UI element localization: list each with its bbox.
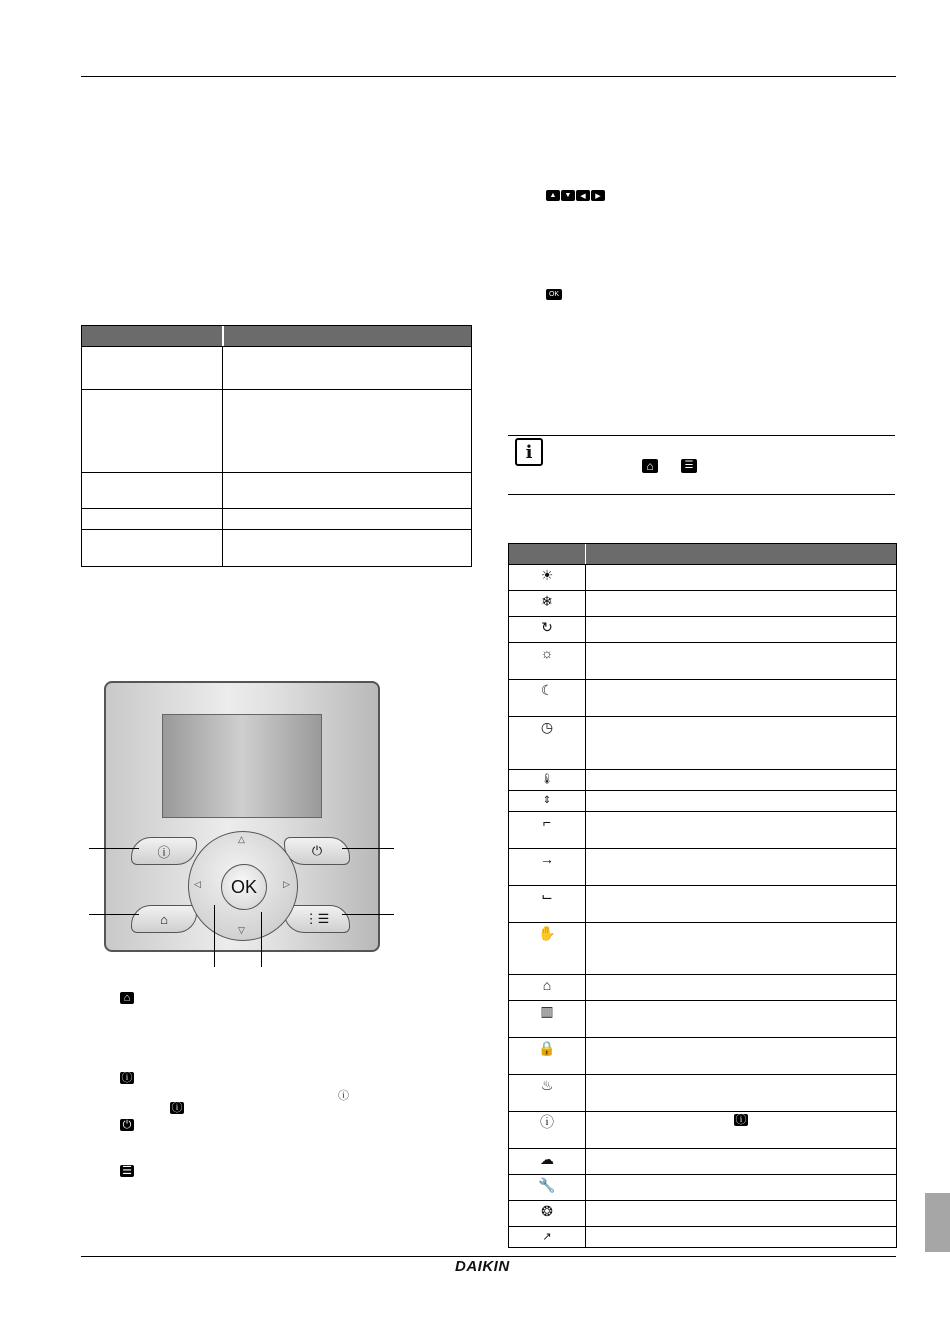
clock-icon: ◷ [509, 717, 586, 769]
flame-icon: ♨ [509, 1075, 586, 1111]
callout-line [89, 914, 139, 915]
table-row [509, 590, 896, 616]
boost-icon: ↗ [509, 1227, 586, 1247]
table-row [509, 790, 896, 811]
callout-line [342, 848, 394, 849]
info-key-icon: ⓘ [735, 1114, 747, 1126]
table-row [509, 769, 896, 790]
hand-icon: ✋ [509, 923, 586, 974]
table-row [509, 1111, 896, 1148]
icon-table-header [509, 544, 896, 564]
menu-button[interactable]: ⋮☰ [284, 905, 350, 933]
navigation-dial[interactable] [188, 831, 298, 941]
table-row [509, 1074, 896, 1111]
top-rule [81, 76, 896, 77]
defrost-icon: ❂ [509, 1201, 586, 1226]
radiator-icon: ▥ [509, 1001, 586, 1037]
menu-icon: ☰ [681, 459, 697, 473]
table-row [509, 885, 896, 922]
table-row [82, 508, 471, 529]
left-arrow-icon[interactable]: ◁ [194, 879, 201, 889]
house-absence-icon: ⌂ [509, 975, 586, 1000]
table-row [509, 1148, 896, 1174]
auto-cycle-icon: ↻ [509, 617, 586, 642]
table-row [509, 679, 896, 716]
weather-icon: ☁ [509, 1149, 586, 1174]
table-row [82, 346, 471, 389]
table-row [509, 1226, 896, 1247]
bottom-rule [81, 1256, 896, 1257]
table-row [509, 922, 896, 974]
up-arrow-icon[interactable]: △ [238, 834, 245, 844]
sun-cooling-icon: ☀ [509, 565, 586, 590]
left-table-header [82, 326, 471, 346]
table-row [509, 848, 896, 885]
on-off-button[interactable]: ⏻ [284, 837, 350, 865]
home-legend-icon: ⌂ [120, 992, 134, 1004]
snowflake-icon: ❄ [509, 591, 586, 616]
left-table [81, 325, 472, 567]
up-down-icon: ⇕ [509, 791, 586, 811]
ok-button[interactable]: OK [221, 864, 267, 910]
callout-line [89, 848, 139, 849]
callout-line [214, 905, 215, 967]
menu-legend-icon: ☰ [120, 1165, 134, 1177]
arrow-right-icon: → [509, 849, 586, 885]
step-up-icon: ⌐ [509, 812, 586, 848]
table-row [509, 716, 896, 769]
table-row [509, 1174, 896, 1200]
callout-line [261, 912, 262, 967]
home-button[interactable]: ⌂ [131, 905, 197, 933]
thermometer-icon: 🌡 [509, 770, 586, 790]
table-row [509, 564, 896, 590]
info-inline-icon: ⓘ [338, 1090, 349, 1102]
table-row [509, 616, 896, 642]
callout-line [342, 914, 394, 915]
down-arrow-icon[interactable]: ▽ [238, 925, 245, 935]
nav-keys [546, 190, 606, 201]
information-icon: i [515, 438, 543, 466]
wrench-icon: 🔧 [509, 1175, 586, 1200]
left-arrow-key-icon: ◀ [576, 190, 590, 201]
info-box-top-rule [508, 435, 895, 436]
info-icon: ⓘ [509, 1112, 586, 1148]
daikin-logo: DAIKIN [455, 1258, 510, 1275]
table-row [82, 389, 471, 472]
info-button[interactable]: ⓘ [131, 837, 197, 865]
right-arrow-key-icon: ▶ [591, 190, 605, 201]
comfort-sun-icon: ☼ [509, 643, 586, 679]
table-row [82, 472, 471, 508]
on-off-legend-icon: ⏻ [120, 1119, 134, 1131]
down-arrow-key-icon: ▼ [561, 190, 575, 201]
ok-key-icon: OK [546, 283, 563, 301]
info-legend-icon: ⓘ [121, 1072, 133, 1084]
table-row [509, 1037, 896, 1074]
step-down-icon: ⌙ [509, 886, 586, 922]
icon-table [508, 543, 897, 1248]
table-row [509, 1000, 896, 1037]
up-arrow-key-icon: ▲ [546, 190, 560, 201]
info-box-bottom-rule [508, 494, 895, 495]
remote-controller [104, 681, 380, 952]
section-tab [925, 1193, 950, 1252]
table-row [509, 974, 896, 1000]
lock-icon: 🔒 [509, 1038, 586, 1074]
right-arrow-icon[interactable]: ▷ [283, 879, 290, 889]
home-icon: ⌂ [642, 459, 658, 473]
table-row [509, 1200, 896, 1226]
table-row [82, 529, 471, 566]
table-row [509, 642, 896, 679]
info-legend-icon-2: ⓘ [171, 1102, 183, 1114]
moon-icon: ☾ [509, 680, 586, 716]
table-row [509, 811, 896, 848]
lcd-screen [162, 714, 322, 818]
